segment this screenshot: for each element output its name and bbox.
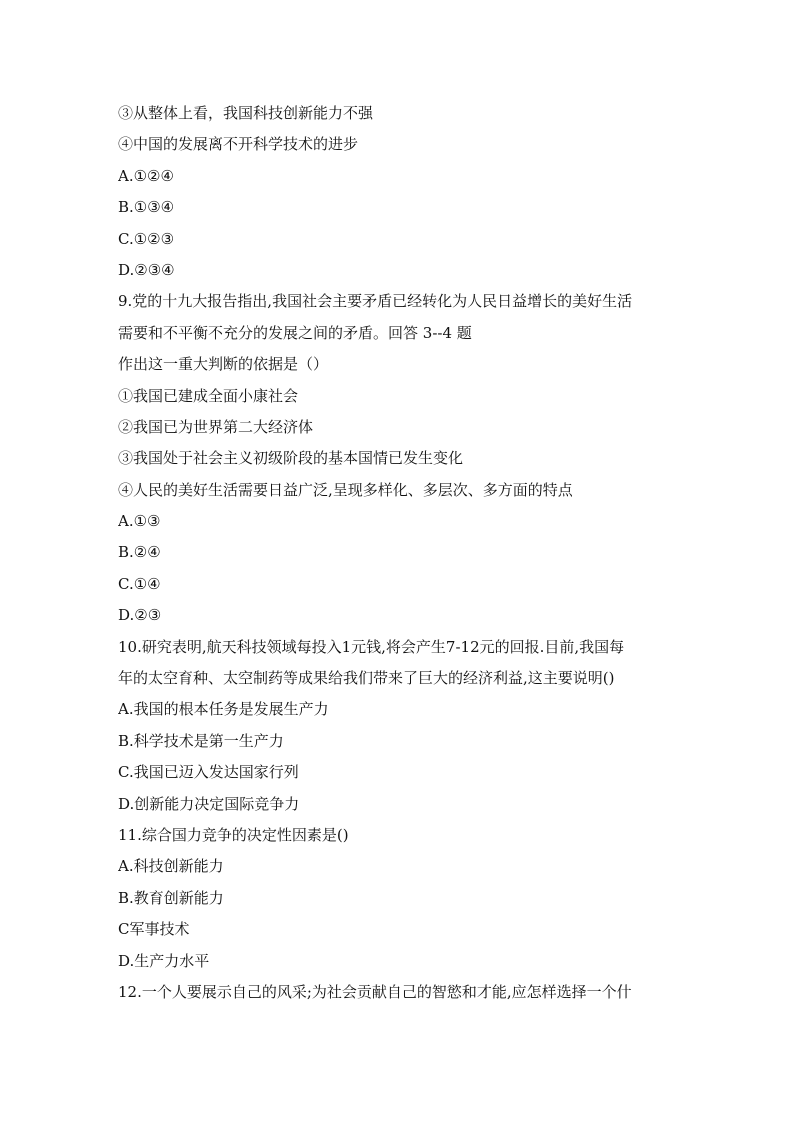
text-line: ④人民的美好生活需要日益广泛,呈现多样化、多层次、多方面的特点	[118, 480, 573, 499]
text-line: A.①③	[118, 512, 161, 531]
document-text	[118, 98, 678, 1008]
text-line: C军事技术	[118, 920, 190, 939]
text-line: B.教育创新能力	[118, 888, 224, 907]
question-11-line: 11.综合国力竞争的决定性因素是()	[118, 825, 349, 844]
text-line: D.②③④	[118, 260, 175, 279]
text-line: C.我国已迈入发达国家行列	[118, 763, 299, 782]
text-line: ③我国处于社会主义初级阶段的基本国情已发生变化	[118, 449, 464, 468]
text-line: 年的太空育种、太空制药等成果给我们带来了巨大的经济利益,这主要说明()	[118, 669, 615, 688]
question-10-line: 10.研究表明,航天科技领域每投入1元钱,将会产生7-12元的回报.目前,我国每	[118, 637, 625, 656]
text-line: C.①④	[118, 574, 161, 593]
text-line: 需要和不平衡不充分的发展之间的矛盾。回答 3--4 题	[118, 323, 472, 342]
text-line: D.生产力水平	[118, 951, 210, 970]
text-line: C.①②③	[118, 229, 175, 248]
text-line: ①我国已建成全面小康社会	[118, 386, 299, 405]
text-line: 作出这一重大判断的依据是（）	[118, 355, 329, 374]
text-line: B.科学技术是第一生产力	[118, 731, 284, 750]
text-line: A.①②④	[118, 166, 174, 185]
text-line: A.科技创新能力	[118, 857, 224, 876]
text-line: D.创新能力决定国际竞争力	[118, 794, 300, 813]
question-12-line: 12.一个人要展示自己的风采;为社会贡献自己的智慾和才能,应怎样选择一个什	[118, 982, 632, 1001]
text-line: ④中国的发展离不开科学技术的进步	[118, 135, 359, 154]
text-line: ③从整体上看，我国科技创新能力不强	[118, 104, 374, 122]
question-9-line: 9.党的十九大报告指出,我国社会主要矛盾已经转化为人民日益增长的美好生活	[118, 292, 633, 311]
text-line: ②我国已为世界第二大经济体	[118, 417, 314, 436]
text-line: B.①③④	[118, 198, 175, 217]
text-line: B.②④	[118, 543, 161, 562]
text-line: D.②③	[118, 606, 162, 625]
text-line: A.我国的根本任务是发展生产力	[118, 700, 329, 719]
